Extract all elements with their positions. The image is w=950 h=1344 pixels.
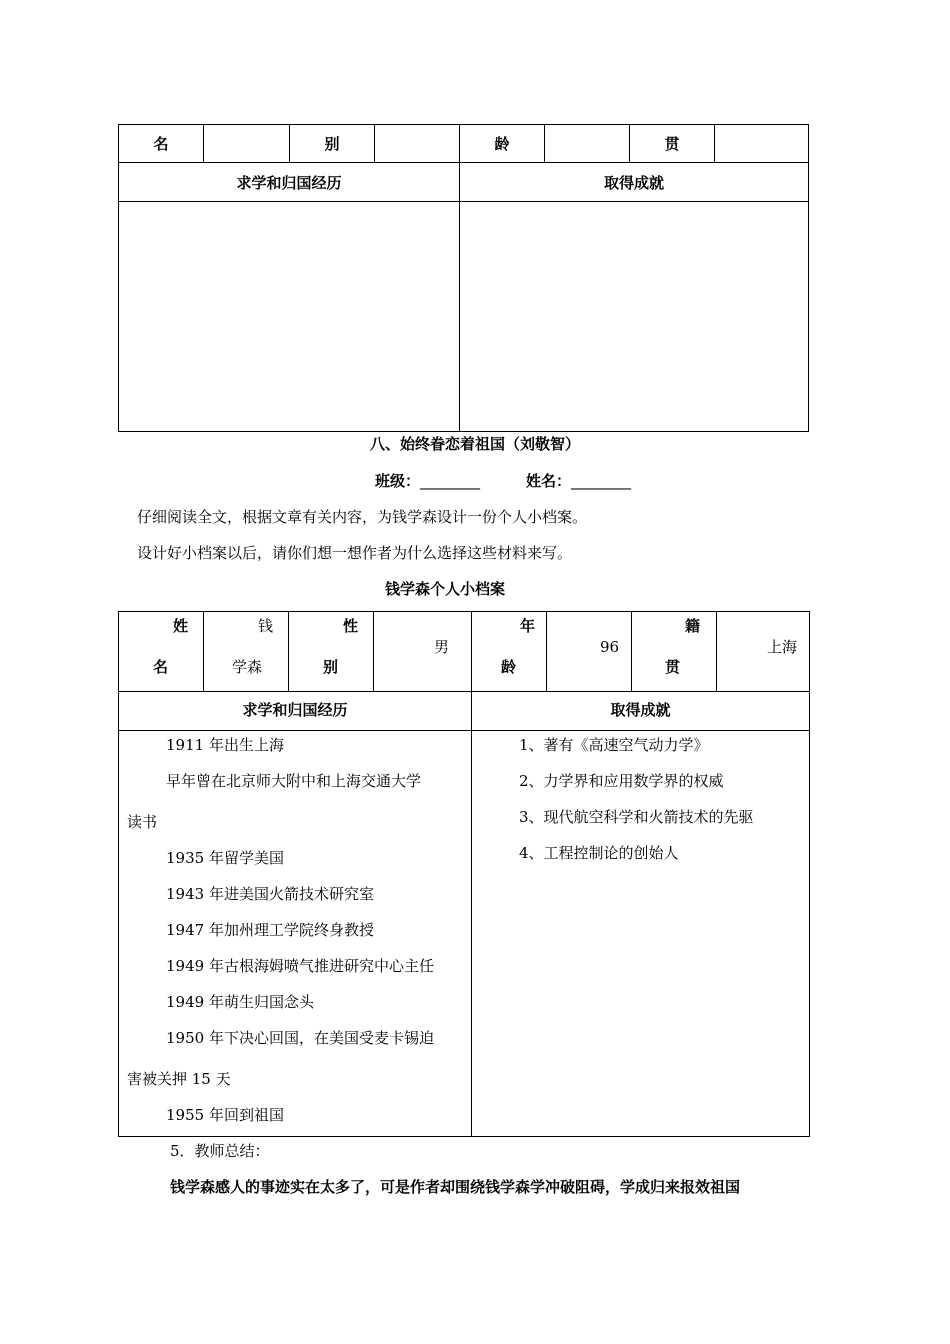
profile-name-label-1: 姓 — [173, 617, 189, 635]
achievement-item: 2、力学界和应用数学界的权威 — [519, 772, 724, 790]
experience-item: 1955 年回到祖国 — [166, 1106, 284, 1124]
name-label-cell: 名 — [119, 125, 204, 163]
achievement-empty-cell — [460, 202, 809, 432]
experience-item: 1949 年古根海姆喷气推进研究中心主任 — [166, 957, 434, 975]
profile-hometown-value: 上海 — [767, 638, 798, 656]
summary-heading: 5．教师总结： — [170, 1142, 270, 1160]
profile-experience-header: 求学和归国经历 — [242, 701, 348, 719]
profile-hometown-label-1: 籍 — [685, 617, 701, 635]
profile-name-value-2: 学森 — [232, 658, 263, 676]
class-blank: ________ — [420, 472, 481, 490]
achievement-item: 4、工程控制论的创始人 — [519, 844, 679, 862]
achievement-item: 1、著有《高速空气动力学》 — [519, 736, 709, 754]
experience-item: 读书 — [127, 813, 158, 831]
profile-age-value: 96 — [600, 638, 620, 656]
profile-hometown-label-2: 贯 — [665, 658, 681, 676]
blank-table-header-row — [119, 125, 809, 163]
achievement-item: 3、现代航空科学和火箭技术的先驱 — [519, 808, 754, 826]
profile-age-label-1: 年 — [520, 617, 536, 635]
age-label-cell: 龄 — [460, 125, 545, 163]
summary-text: 钱学森感人的事迹实在太多了，可是作者却围绕钱学森学冲破阻碍，学成归来报效祖国 — [170, 1178, 741, 1196]
profile-gender-label-2: 别 — [323, 658, 339, 676]
experience-item: 早年曾在北京师大附中和上海交通大学 — [166, 772, 422, 790]
blank-profile-table — [118, 124, 809, 432]
name-field — [526, 471, 631, 491]
hometown-value-cell — [715, 125, 809, 163]
profile-title: 钱学森个人小档案 — [384, 580, 505, 598]
instruction-1: 仔细阅读全文，根据文章有关内容，为钱学森设计一份个人小档案。 — [137, 508, 588, 526]
experience-header: 求学和归国经历 — [119, 163, 460, 202]
name-blank: ________ — [571, 472, 632, 490]
profile-name-label-2: 名 — [153, 658, 169, 676]
experience-item: 1935 年留学美国 — [166, 849, 284, 867]
profile-achievement-header: 取得成就 — [610, 701, 671, 719]
profile-gender-value: 男 — [434, 638, 450, 656]
profile-gender-label-1: 性 — [343, 617, 359, 635]
experience-item: 1911 年出生上海 — [166, 736, 284, 754]
experience-item: 害被关押 15 天 — [127, 1070, 231, 1088]
profile-table — [118, 611, 810, 1137]
profile-age-label-2: 龄 — [501, 658, 517, 676]
experience-item: 1947 年加州理工学院终身教授 — [166, 921, 374, 939]
gender-value-cell — [375, 125, 460, 163]
experience-item: 1949 年萌生归国念头 — [166, 993, 314, 1011]
experience-item: 1950 年下决心回国，在美国受麦卡锡迫 — [166, 1029, 434, 1047]
name-value-cell — [204, 125, 290, 163]
age-value-cell — [545, 125, 630, 163]
name-label: 姓名： — [526, 472, 572, 490]
section-title: 八、始终眷恋着祖国（刘敬智） — [369, 435, 580, 453]
gender-label-cell: 别 — [290, 125, 375, 163]
achievement-header: 取得成就 — [460, 163, 809, 202]
class-label: 班级： — [375, 472, 421, 490]
profile-name-value-1: 钱 — [258, 617, 274, 635]
hometown-label-cell: 贯 — [630, 125, 715, 163]
experience-empty-cell — [119, 202, 460, 432]
class-field — [375, 471, 480, 491]
experience-item: 1943 年进美国火箭技术研究室 — [166, 885, 374, 903]
instruction-2: 设计好小档案以后，请你们想一想作者为什么选择这些材料来写。 — [137, 544, 573, 562]
